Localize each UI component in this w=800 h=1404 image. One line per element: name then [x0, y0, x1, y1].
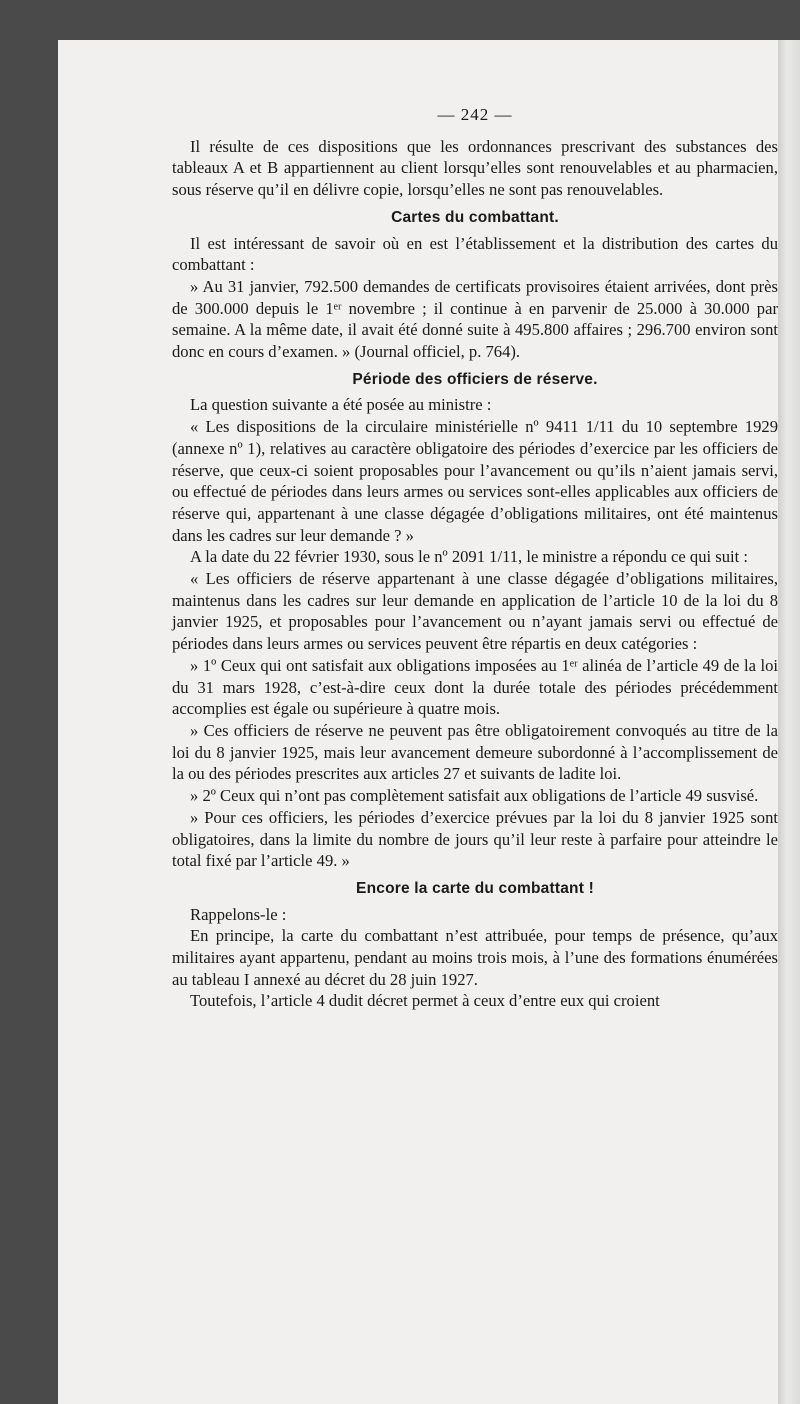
paragraph: La question suivante a été posée au ministre : [190, 395, 492, 415]
paragraph: Toutefois, l’article 4 dudit décret permet à ceux d’entre eux qui croient [190, 991, 660, 1011]
paragraph: » Ces officiers de réserve ne peuvent pas être obligatoirement convoqués au titre de la loi du 8 janvier 1925, mais leur avancement demeure subordonné à l’accomplissement de la ou des périodes prescrites aux articles 27 et suivants de ladite loi. [172, 720, 778, 784]
page-edge [778, 40, 800, 1404]
paragraph: « Les officiers de réserve appartenant à une classe dégagée d’obligations militaires, maintenus dans les cadres sur leur demande en application de l’article 10 de la loi du 8 janvier 1925, et proposables pour l’avancement ou n’ayant jamais servi ou effectué de périodes dans leurs armes ou services peuvent être répartis en deux catégories : [172, 569, 778, 654]
paragraph: Rappelons-le : [190, 904, 287, 924]
paragraph: Il résulte de ces dispositions que les ordonnances prescrivant des substances des tableaux A et B appartiennent au client lorsqu’elles sont renouvelables et au pharmacien, sous réserve qu’il en délivre copie, lorsqu’elles ne sont pas renouvelables. [172, 136, 778, 200]
section-heading: Période des officiers de réserve. [352, 370, 598, 388]
page-number: — 242 — [437, 105, 513, 124]
paragraph: » Pour ces officiers, les périodes d’exercice prévues par la loi du 8 janvier 1925 sont obligatoires, dans la limite du nombre de jours qu’il leur reste à parfaire pour atteindre le total fixé par l’article 49. » [172, 807, 778, 871]
paragraph: » 2º Ceux qui n’ont pas complètement satisfait aux obligations de l’article 49 susvisé. [190, 786, 759, 806]
paragraph: » Au 31 janvier, 792.500 demandes de certificats provisoires étaient arrivées, dont près de 300.000 depuis le 1ᵉʳ novembre ; il continue à en parvenir de 25.000 à 30.000 par semaine. A la même date, il avait été donné suite à 495.800 affaires ; 296.700 environ sont donc en cours d’examen. » (Journal officiel, p. 764). [172, 276, 778, 362]
document-body [172, 104, 778, 1012]
paragraph: A la date du 22 février 1930, sous le nº 2091 1/11, le ministre a répondu ce qui suit : [190, 547, 749, 567]
paragraph: « Les dispositions de la circulaire ministérielle nº 9411 1/11 du 10 septembre 1929 (annexe nº 1), relatives au caractère obligatoire des périodes d’exercice par les officiers de réserve, que ceux-ci soient proposables pour l’avancement ou qu’ils n’aient jamais servi, ou effectué de périodes dans leurs armes ou services sont-elles applicables aux officiers de réserve qui, appartenant à une classe dégagée d’obligations militaires, ont été maintenus dans les cadres sur leur demande ? » [172, 417, 778, 545]
section-heading: Encore la carte du combattant ! [356, 879, 594, 897]
paragraph: En principe, la carte du combattant n’est attribuée, pour temps de présence, qu’aux militaires ayant appartenu, pendant au moins trois mois, à l’une des formations énumérées au tableau I annexé au décret du 28 juin 1927. [172, 926, 778, 989]
paragraph: Il est intéressant de savoir où en est l’établissement et la distribution des cartes du combattant : [172, 233, 778, 275]
paragraph: » 1º Ceux qui ont satisfait aux obligations imposées au 1ᵉʳ alinéa de l’article 49 de la loi du 31 mars 1928, c’est-à-dire ceux dont la durée totale des périodes précédemment accomplies est égale ou supérieure à quatre mois. [172, 655, 778, 719]
section-heading: Cartes du combattant. [391, 208, 559, 226]
